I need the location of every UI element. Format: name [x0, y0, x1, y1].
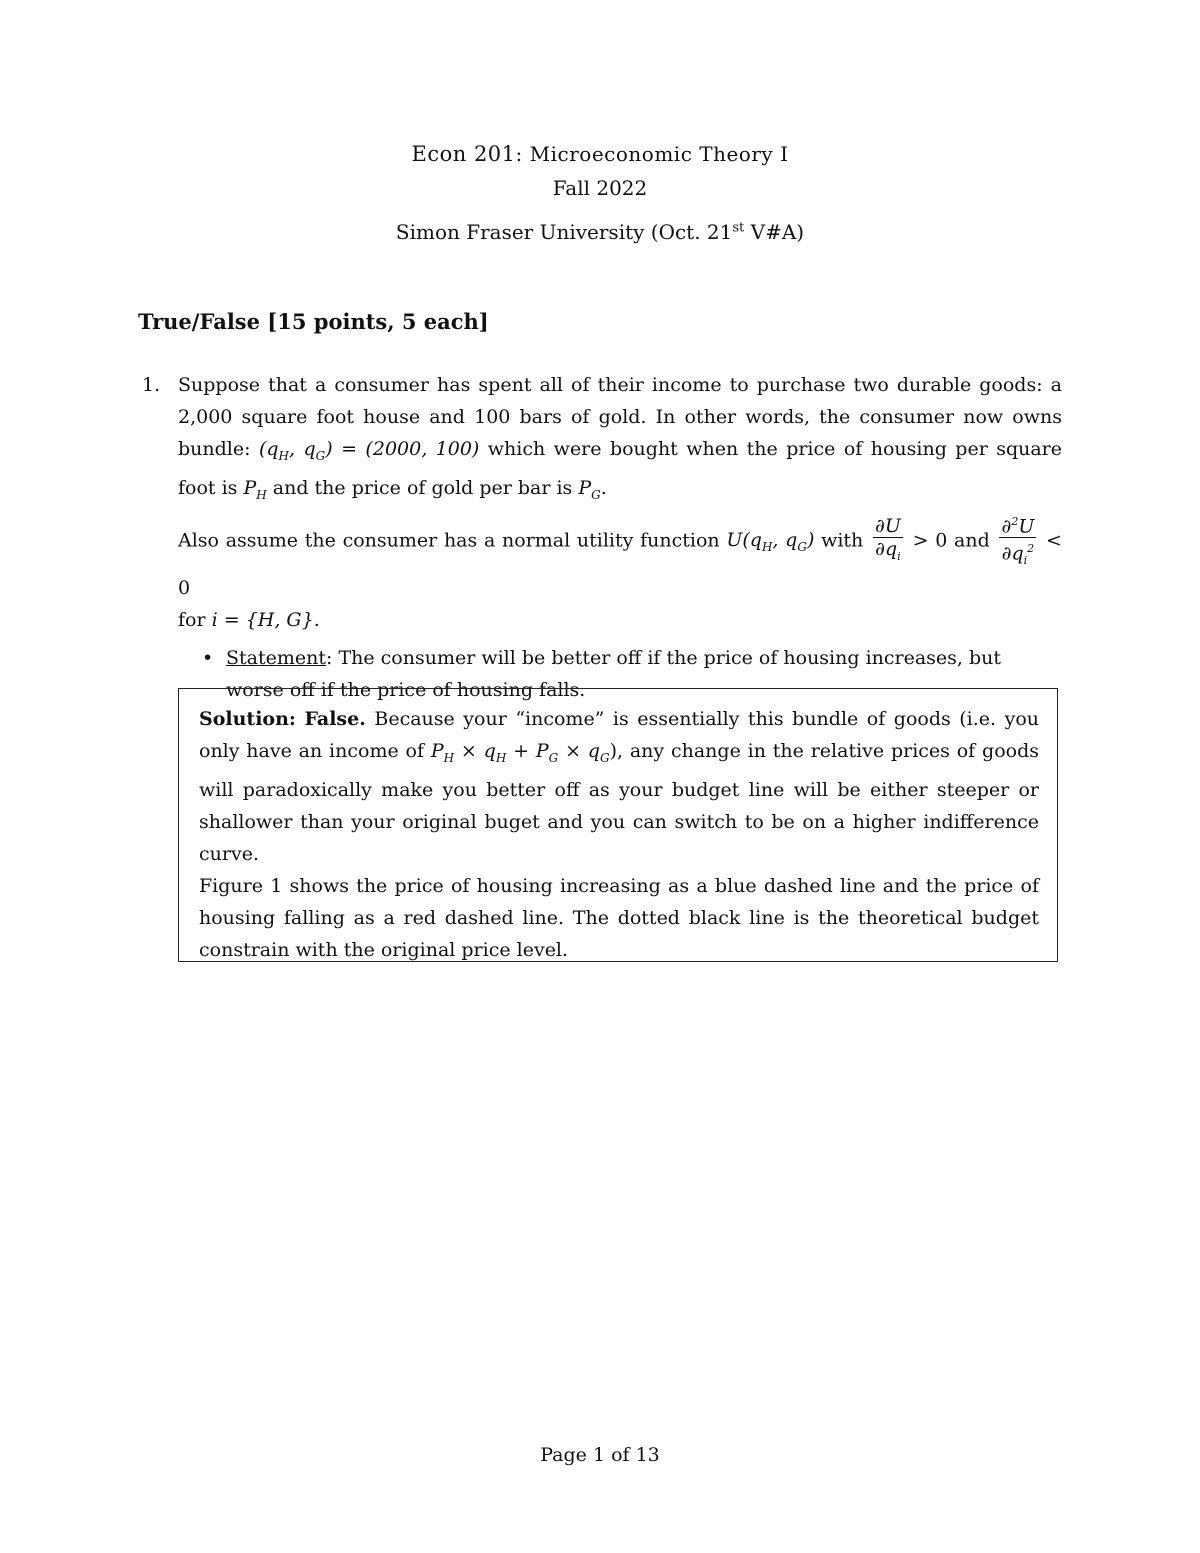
question-text-e: with: [821, 529, 864, 552]
term: Fall 2022: [552, 176, 648, 200]
statement-item: • Statement: The consumer will be better off if the price of housing increases, but worse off if the price of housing falls.: [178, 642, 1062, 706]
institution: Simon Fraser University (Oct. 21: [395, 220, 733, 244]
page-footer: Page 1 of 13: [540, 1444, 660, 1466]
question-text-d: Also assume the consumer has a normal utility function: [178, 529, 720, 552]
date-suffix: st: [732, 220, 745, 236]
bullet-icon: •: [202, 647, 214, 670]
statement-label: Statement: [226, 647, 326, 670]
bundle-formula: ($q_H$, $q_G) = (2000$, 100): [258, 438, 480, 463]
section-heading: True/False [15 points, 5 each]: [138, 309, 489, 334]
question-text-a: Suppose that a consumer has spent all of their income to purchase two durable goods: a 2,000 square foot house and 100 bars of gold. In other words, the consumer now owns bundle:: [178, 374, 1062, 460]
question-body: Suppose that a consumer has spent all of their income to purchase two durable goods: a 2,000 square foot house and 100 bars of gold. In other words, the consumer now owns bundle: ($q_H$, $q_G) = (2000$, 100) which were bought when the price of housing per square foot is $P_H$ and the price of gold per bar is $P_G$. Also assume the consumer has a normal utility function $U(q_H$, $q_G$) with $\frac{\partial U}{\partial q_i}$ > 0 and $\frac{\partial^2U}{\partial q_i^2}$ < 0 for i = {H, G}.: [178, 374, 1063, 632]
price-housing-symbol: $P_H$: [243, 476, 267, 502]
question-text-c: and the price of gold per bar is: [272, 476, 573, 499]
solution-text-1: Because your “income” is essentially this bundle of goods (i.e. you only have an income of: [199, 708, 1040, 762]
version: V#A): [744, 220, 805, 244]
first-derivative-fraction: $\frac{\partial U}{\partial q_i}$: [875, 514, 901, 563]
price-gold-symbol: $P_G$: [578, 476, 601, 502]
course-code: Econ 201: [411, 142, 516, 166]
institution-line: [0, 220, 1200, 244]
solution-text-2: any change in the relative prices of goods will paradoxically make you better off as your budget line will be either steeper or shallower than your original buget and you can switch to be on a higher indifference curve.: [199, 740, 1039, 865]
course-name: Microeconomic Theory I: [529, 142, 789, 166]
utility-formula: $U(q_H$, $q_G$): [726, 529, 815, 555]
course-title: Econ 201: Microeconomic Theory I: [411, 142, 789, 166]
question-text-g: for: [178, 609, 206, 632]
income-formula: $P_H \times q_H + P_G \times q_G$: [430, 740, 610, 765]
solution-box: Solution: False. Because your “income” is essentially this bundle of goods (i.e. you only have an income of $P_H \times q_H + P_G \times q_G$), any change in the relative prices of goods will paradoxically make you better off as your budget line will be either steeper or shallower than your original buget and you can switch to be on a higher indifference curve. Figure 1 shows the price of housing increasing as a blue dashed line and the price of housing falling as a red dashed line. The dotted black line is the theoretical budget constrain with the original price level.: [178, 688, 1058, 962]
statement-text: The consumer will be better off if the price of housing increases, but worse off if the price of housing falls.: [226, 647, 1002, 702]
index-set-formula: i = {H, G}: [211, 609, 314, 632]
solution-lead: Solution:: [199, 708, 296, 730]
question-1: [142, 369, 1062, 706]
question-number: 1.: [142, 374, 161, 396]
second-derivative-fraction: $\frac{\partial^2U}{\partial q_i^2}$: [999, 511, 1036, 572]
question-text-b: which were bought when the price of housing per square foot is: [178, 438, 1063, 499]
solution-verdict: False.: [304, 708, 366, 730]
solution-text-3: Figure 1 shows the price of housing increasing as a blue dashed line and the price of housing falling as a red dashed line. The dotted black line is the theoretical budget constrain with the original price level.: [199, 874, 1039, 961]
question-text-f: and: [954, 529, 990, 552]
